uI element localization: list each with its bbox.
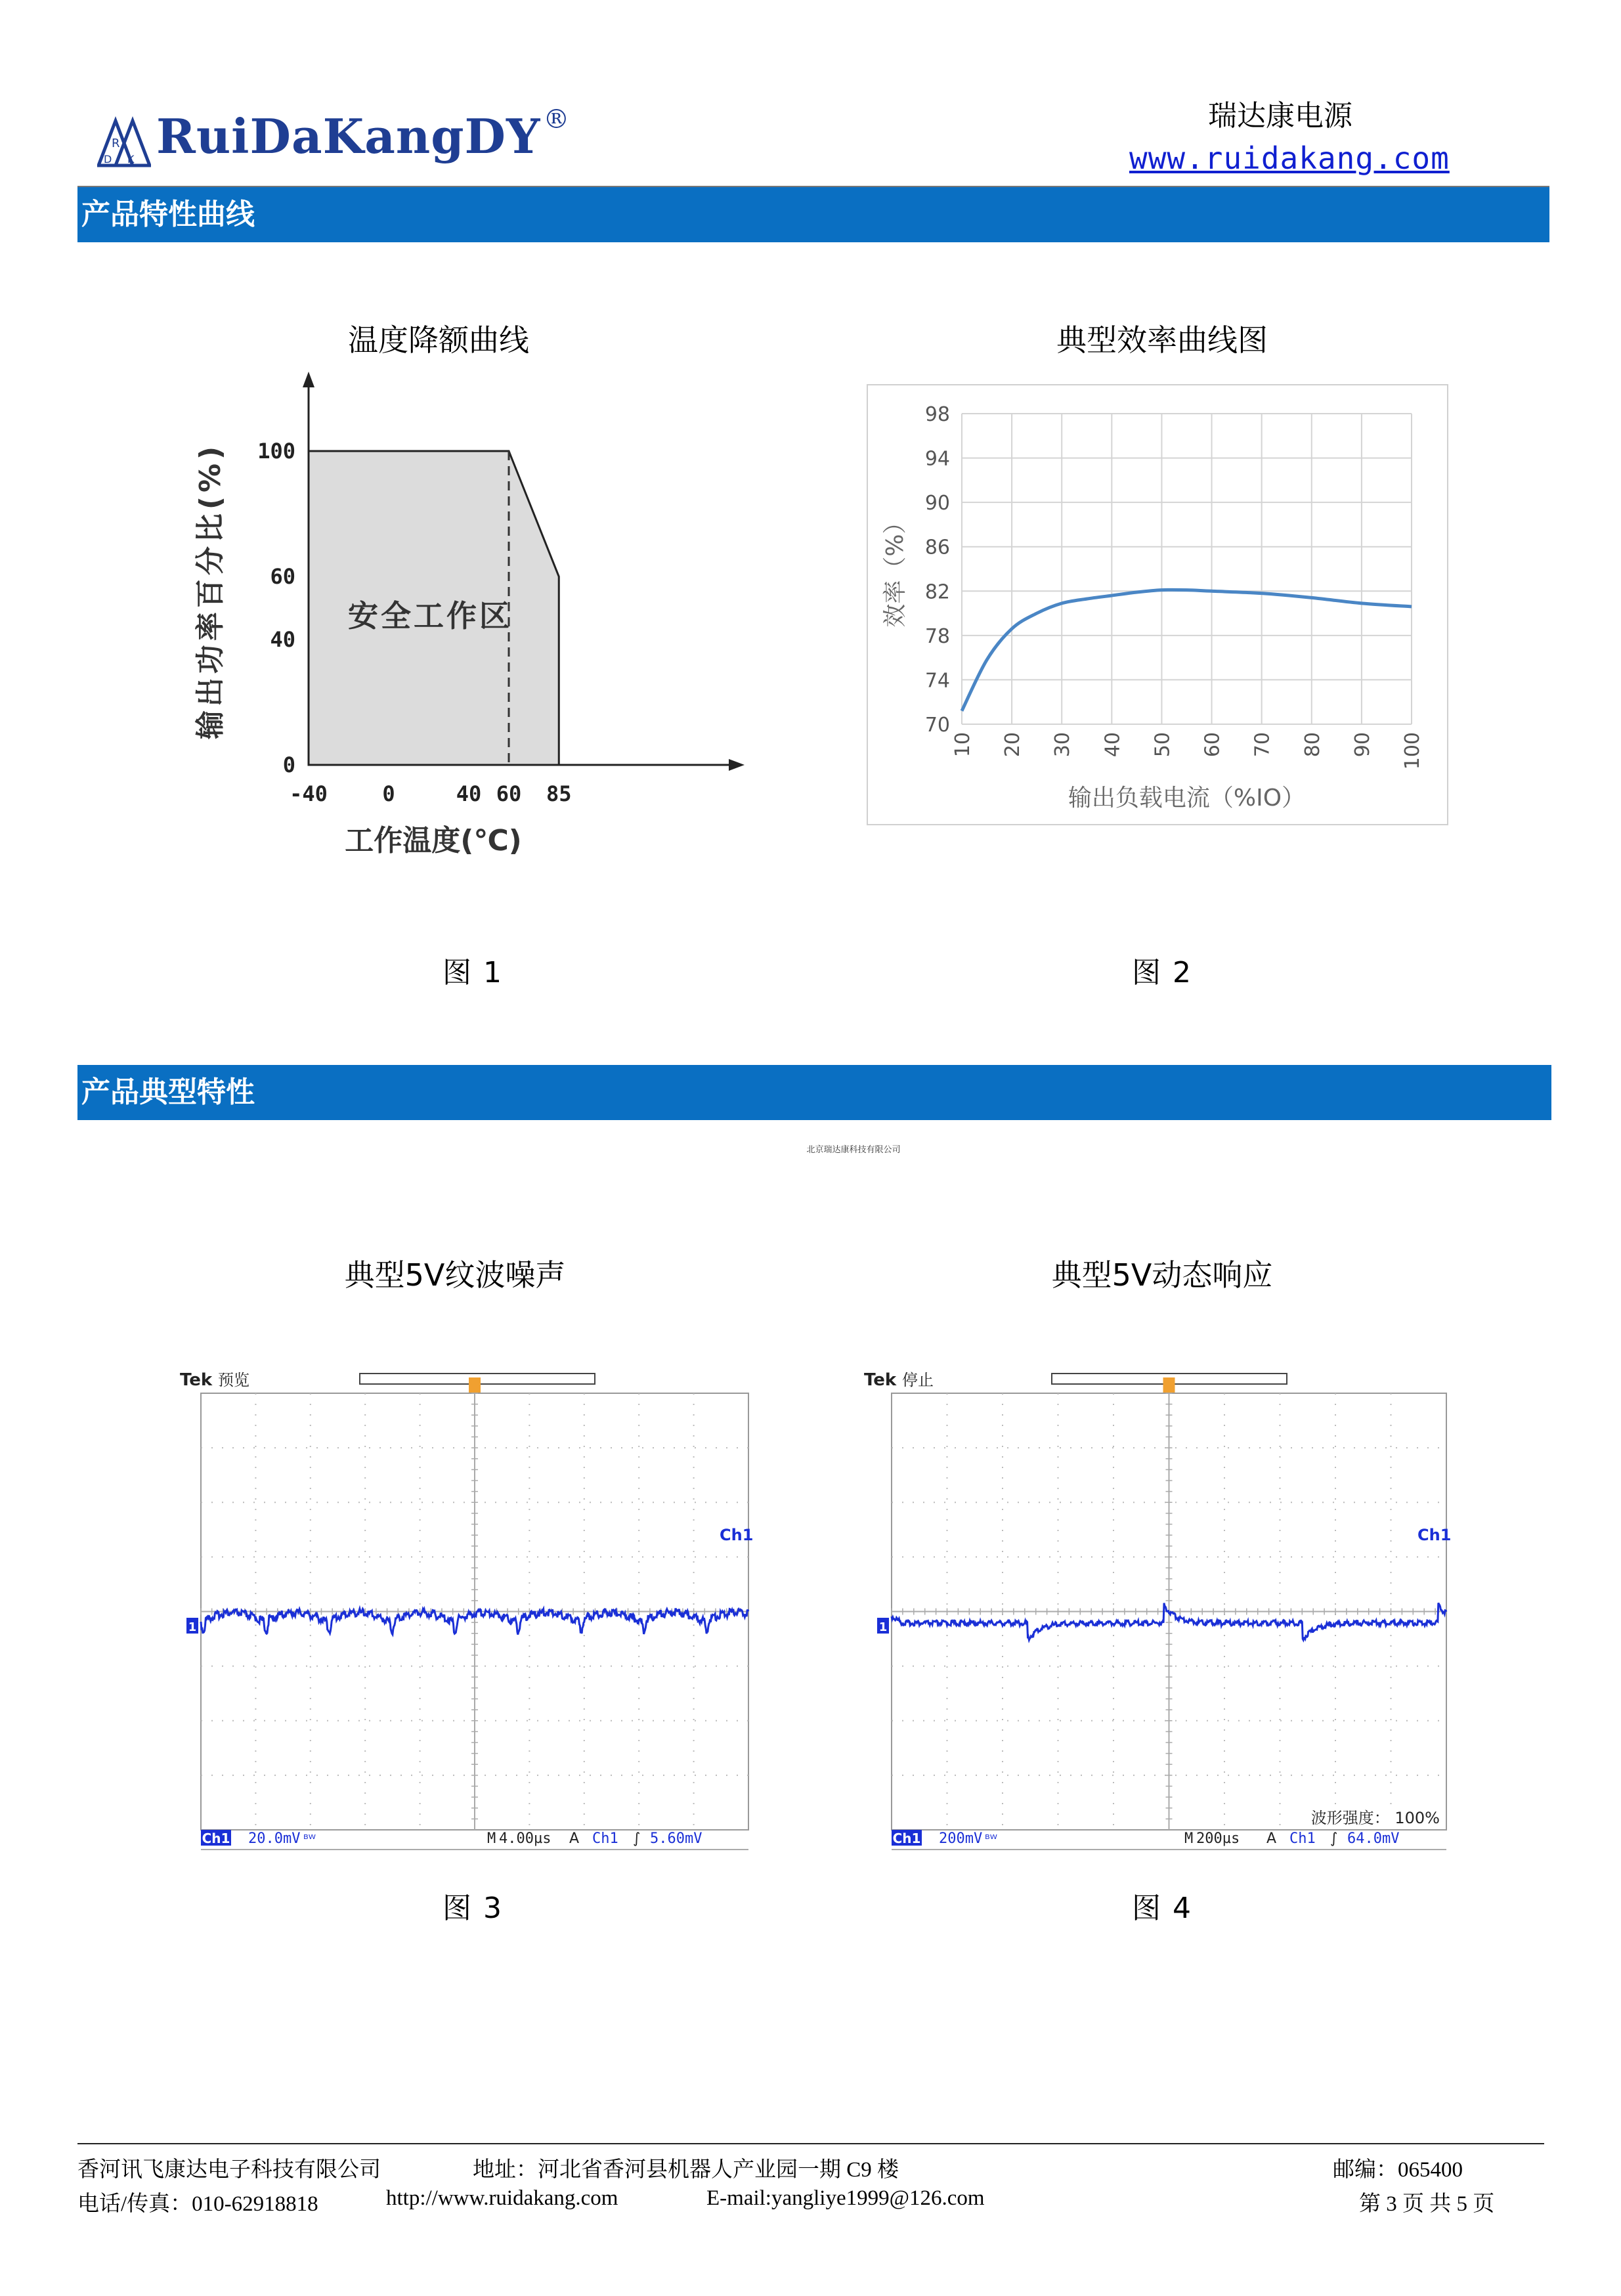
x-tick-label: 50 — [1151, 732, 1175, 758]
registered-mark: ® — [543, 104, 570, 135]
dynamic-response-scope-screen — [860, 1366, 1487, 1859]
company-name: 瑞达康电源 — [1208, 99, 1352, 133]
channel-badge-label: Ch1 — [202, 1830, 230, 1846]
logo-mark-icon — [97, 116, 151, 169]
volts-per-div: 200mV — [939, 1830, 983, 1847]
footer-email-link[interactable]: E-mail:yangliye1999@126.com — [706, 2186, 985, 2210]
y-tick-label: 78 — [924, 624, 950, 648]
y-tick-label: 40 — [270, 626, 295, 652]
logo-mark-letter: K — [127, 153, 135, 165]
x-tick-label: -40 — [290, 781, 328, 806]
trigger-channel: Ch1 — [592, 1830, 618, 1847]
waveform-intensity-readout: 波形强度： 100% — [1310, 1809, 1440, 1827]
trigger-slope-icon: ∫ — [1330, 1830, 1338, 1847]
figure3-title: 典型5V纹波噪声 — [344, 1257, 566, 1293]
region-label: 安全工作区 — [348, 598, 512, 634]
y-tick-label: 86 — [924, 536, 950, 559]
x-axis-arrow-icon — [729, 759, 745, 771]
footer-page-number: 第 3 页 共 5 页 — [1359, 2192, 1495, 2216]
channel-ground-label: 1 — [878, 1620, 888, 1634]
y-tick-label: 90 — [924, 492, 950, 515]
footer-company: 香河讯飞康达电子科技有限公司 — [77, 2158, 381, 2182]
y-axis-title: 输出功率百分比(%) — [194, 442, 227, 740]
channel-tag: Ch1 — [1417, 1526, 1452, 1544]
y-axis-arrow-icon — [303, 372, 314, 387]
logo-mark-letter: R — [112, 137, 120, 150]
x-tick-label: 60 — [496, 781, 522, 806]
scope-state: 预览 — [218, 1371, 249, 1389]
figure1-caption: 图 1 — [443, 956, 503, 989]
footer-postcode: 邮编：065400 — [1333, 2158, 1463, 2182]
figure4-caption: 图 4 — [1132, 1892, 1192, 1925]
watermark-text: 北京瑞达康科技有限公司 — [806, 1145, 901, 1155]
footer-website-link[interactable]: http://www.ruidakang.com — [386, 2186, 618, 2210]
y-tick-label: 70 — [924, 714, 950, 737]
bandwidth-limit-icon: ᴮᵂ — [303, 1832, 316, 1846]
x-tick-label: 90 — [1351, 732, 1374, 758]
y-tick-label: 98 — [924, 403, 950, 426]
time-per-div-prefix: M — [1184, 1830, 1194, 1847]
ripple-scope-screen — [176, 1366, 754, 1859]
figure4-title: 典型5V动态响应 — [1051, 1257, 1273, 1293]
trigger-source-label: A — [569, 1830, 580, 1847]
y-tick-label: 74 — [924, 669, 950, 693]
company-url-link[interactable]: www.ruidakang.com — [1129, 141, 1450, 176]
x-tick-label: 100 — [1401, 732, 1424, 770]
x-tick-label: 10 — [951, 732, 974, 758]
volts-per-div: 20.0mV — [248, 1830, 301, 1847]
channel-badge-label: Ch1 — [892, 1830, 921, 1846]
trigger-level: 64.0mV — [1347, 1830, 1400, 1847]
x-tick-label: 60 — [1201, 732, 1224, 758]
time-per-div: 200µs — [1196, 1830, 1240, 1847]
figure3-caption: 图 3 — [443, 1892, 503, 1925]
footer-phone: 电话/传真：010-62918818 — [77, 2192, 318, 2216]
y-tick-label: 60 — [270, 564, 295, 590]
x-tick-label: 40 — [1101, 732, 1125, 758]
scope-state: 停止 — [902, 1371, 934, 1389]
figure1-title: 温度降额曲线 — [348, 322, 529, 358]
y-tick-label: 94 — [924, 447, 950, 471]
time-per-div-prefix: M — [487, 1830, 496, 1847]
efficiency-chart — [867, 384, 1448, 825]
y-tick-label: 100 — [257, 439, 295, 464]
x-tick-label: 40 — [456, 781, 482, 806]
figure2-title: 典型效率曲线图 — [1056, 322, 1268, 358]
scope-brand: Tek — [180, 1370, 213, 1390]
trigger-channel: Ch1 — [1289, 1830, 1316, 1847]
figure2-caption: 图 2 — [1132, 956, 1192, 989]
section-heading-typical: 产品典型特性 — [77, 1065, 1551, 1120]
section-heading-characteristics: 产品特性曲线 — [77, 187, 1549, 242]
x-axis-title: 输出负载电流（%IO） — [1068, 785, 1306, 812]
footer-divider — [77, 2143, 1544, 2144]
footer-address: 地址：河北省香河县机器人产业园一期 C9 楼 — [473, 2158, 899, 2182]
y-tick-label: 0 — [282, 752, 295, 777]
x-tick-label: 70 — [1251, 732, 1274, 758]
y-tick-label: 82 — [924, 580, 950, 604]
x-tick-label: 30 — [1051, 732, 1075, 758]
bandwidth-limit-icon: ᴮᵂ — [985, 1832, 997, 1846]
x-tick-label: 80 — [1301, 732, 1324, 758]
y-axis-title: 效率（%） — [882, 510, 909, 628]
scope-brand: Tek — [864, 1370, 897, 1390]
logo-mark-letter: D — [104, 153, 112, 165]
trigger-level: 5.60mV — [650, 1830, 702, 1847]
channel-ground-label: 1 — [188, 1620, 197, 1634]
derating-chart — [177, 368, 768, 867]
logo-text: RuiDaKangDY — [156, 108, 541, 164]
trigger-slope-icon: ∫ — [633, 1830, 641, 1847]
x-tick-label: 85 — [546, 781, 572, 806]
x-axis-title: 工作温度(℃) — [345, 824, 522, 857]
channel-tag: Ch1 — [720, 1526, 754, 1544]
trigger-source-label: A — [1266, 1830, 1277, 1847]
time-per-div: 4.00µs — [499, 1830, 551, 1847]
company-logo — [97, 104, 570, 176]
x-tick-label: 20 — [1001, 732, 1025, 758]
x-tick-label: 0 — [382, 781, 395, 806]
